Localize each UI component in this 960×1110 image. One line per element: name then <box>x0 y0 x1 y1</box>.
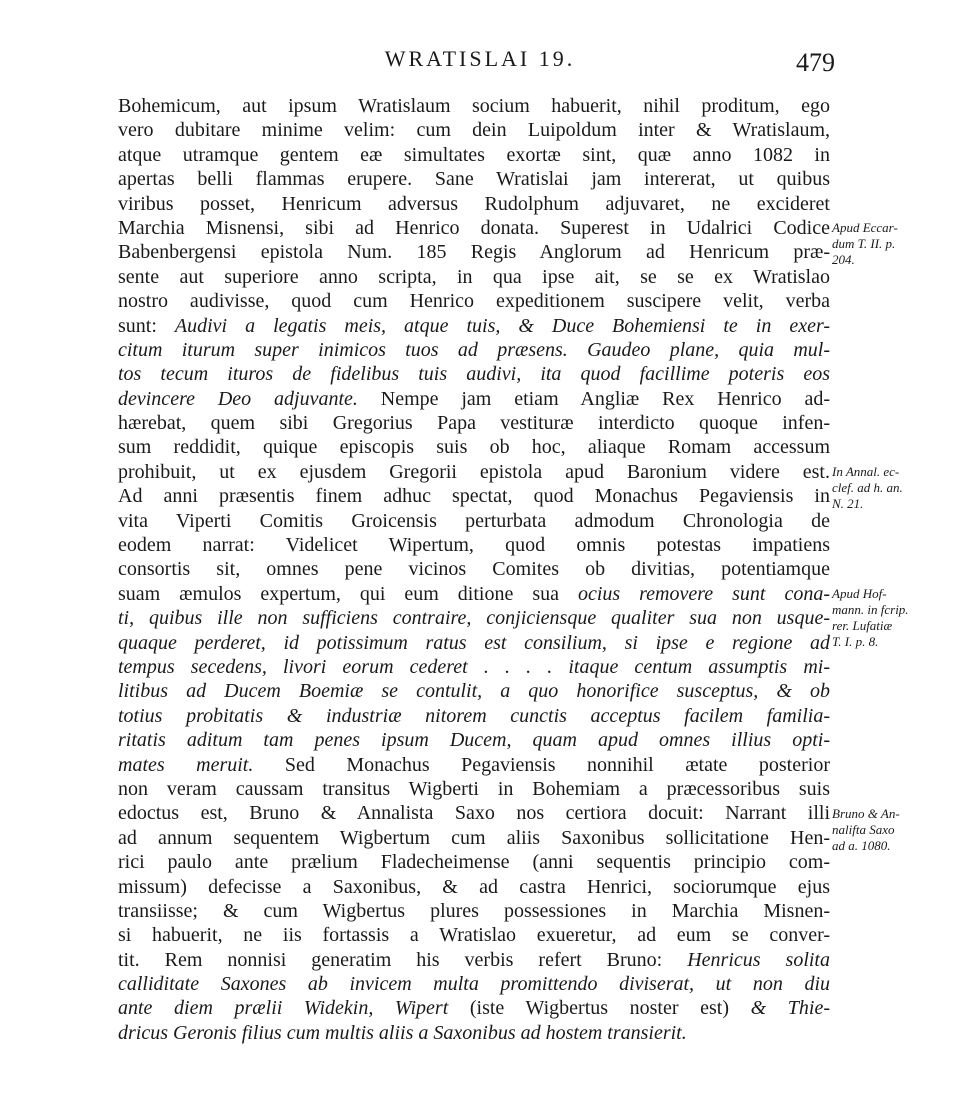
running-head: WRATISLAI 19. <box>384 46 576 71</box>
roman-text: edoctus est, Bruno & Annalista Saxo nos certiora docuit: Narrant illi <box>118 802 830 825</box>
text-line <box>118 338 830 362</box>
italic-text: dricus Geronis filius cum multis aliis a Saxonibus ad hostem transierit. <box>118 1021 687 1044</box>
text-line <box>118 1021 830 1045</box>
roman-text: hærebat, quem sibi Gregorius Papa vestituræ interdicto quoque infen- <box>118 412 830 435</box>
text-line <box>118 118 830 142</box>
text-line <box>118 948 830 972</box>
roman-text: Nempe jam etiam Angliæ Rex Henrico ad- <box>357 387 830 410</box>
text-line <box>118 435 830 459</box>
italic-text: ti, quibus ille non sufficiens contraire, conjiciensque qualiter sua non usque- <box>118 607 830 630</box>
roman-text: Sed Monachus Pegaviensis nonnihil ætate posterior <box>253 753 830 776</box>
text-line <box>118 216 830 240</box>
margin-note-line: In Annal. ec- <box>832 464 900 479</box>
text-line <box>118 557 830 581</box>
italic-text: totius probitatis & industriæ nitorem cunctis acceptus facilem familia- <box>118 704 830 727</box>
margin-note-line: 204. <box>832 252 855 267</box>
italic-text: litibus ad Ducem Boemiæ se contulit, a quo honorifice susceptus, & ob <box>118 680 830 703</box>
text-line <box>118 362 830 386</box>
italic-text: Henricus solita <box>687 948 830 971</box>
roman-text: atque utramque gentem eæ simultates exortæ sint, quæ anno 1082 in <box>118 143 830 166</box>
roman-text: vita Viperti Comitis Groicensis perturbata admodum Chronologia de <box>118 509 830 532</box>
margin-note-line: Apud Hof- <box>832 586 887 601</box>
margin-note <box>832 806 956 854</box>
roman-text: vero dubitare minime velim: cum dein Luipoldum inter & Wratislaum, <box>118 119 830 142</box>
text-line <box>118 753 830 777</box>
margin-note-line: dum T. II. p. <box>832 236 896 251</box>
text-line <box>118 728 830 752</box>
page-number: 479 <box>796 48 835 77</box>
text-line <box>118 509 830 533</box>
italic-text: tos tecum ituros de fidelibus tuis audivi, ita quod facillime poteris eos <box>118 363 830 386</box>
roman-text: suam æmulos expertum, qui eum ditione sua <box>118 582 578 605</box>
italic-text: devincere Deo adjuvante. <box>118 387 358 410</box>
margin-note-line: N. 21. <box>832 496 864 511</box>
text-line <box>118 777 830 801</box>
roman-text: ad annum sequentem Wigbertum cum aliis Saxonibus sollicitatione Hen- <box>118 826 830 849</box>
text-line <box>118 582 830 606</box>
roman-text: rici paulo ante prælium Fladecheimense (anni sequentis principio com- <box>118 851 830 874</box>
text-line <box>118 314 830 338</box>
roman-text: missum) defecisse a Saxonibus, & ad castra Henrici, sociorumque ejus <box>118 875 830 898</box>
italic-text: ocius removere sunt cona- <box>577 582 830 605</box>
text-line <box>118 826 830 850</box>
italic-text: tempus secedens, livori eorum cederet . . . . itaque centum assumptis mi- <box>118 655 830 678</box>
text-line <box>118 606 830 630</box>
text-line <box>118 996 830 1020</box>
body-text <box>118 94 830 1045</box>
text-line <box>118 972 830 996</box>
text-line <box>118 875 830 899</box>
roman-text: Marchia Misnensi, sibi ad Henrico donata. Superest in Udalrici Codice <box>118 216 830 239</box>
text-line <box>118 387 830 411</box>
italic-text: & Thie- <box>750 997 830 1020</box>
margin-note-line: rer. Lufatiæ <box>832 618 893 633</box>
roman-text: apertas belli flammas erupere. Sane Wratislai jam intererat, ut quibus <box>118 168 830 191</box>
roman-text: nostro audivisse, quod cum Henrico expeditionem suscipere velit, verba <box>118 290 830 313</box>
text-line <box>118 533 830 557</box>
text-line <box>118 94 830 118</box>
italic-text: quaque perderet, id potissimum ratus est consilium, si ipse e regione ad <box>118 631 830 654</box>
margin-note-line: clef. ad h. an. <box>832 480 903 495</box>
margin-note-line: T. I. p. 8. <box>832 634 879 649</box>
roman-text: viribus posset, Henricum adversus Rudolphum adjuvaret, ne excideret <box>118 192 830 215</box>
text-line <box>118 167 830 191</box>
italic-text: mates meruit. <box>118 753 254 776</box>
text-line <box>118 923 830 947</box>
roman-text: Babenbergensi epistola Num. 185 Regis Anglorum ad Henricum præ- <box>118 241 830 264</box>
text-line <box>118 655 830 679</box>
text-line <box>118 801 830 825</box>
text-line <box>118 460 830 484</box>
roman-text: non veram caussam transitus Wigberti in Bohemiam a præcessoribus suis <box>118 777 830 800</box>
text-line <box>118 704 830 728</box>
margin-note-line: nalifta Saxo <box>832 821 895 837</box>
text-line <box>118 265 830 289</box>
italic-text: ritatis aditum tam penes ipsum Ducem, quam apud omnes illius opti- <box>118 729 830 752</box>
roman-text: tit. Rem nonnisi generatim his verbis refert Bruno: <box>118 948 688 971</box>
roman-text: sum reddidit, quique episcopis suis ob hoc, aliaque Romam accessum <box>118 436 830 459</box>
margin-note <box>832 464 956 512</box>
text-line <box>118 240 830 264</box>
roman-text: consortis sit, omnes pene vicinos Comites ob divitias, potentiamque <box>118 558 830 581</box>
text-line <box>118 484 830 508</box>
text-line <box>118 850 830 874</box>
roman-text: si habuerit, ne iis fortassis a Wratislao exueretur, ad eum se conver- <box>118 924 830 947</box>
roman-text: sunt: <box>118 314 175 337</box>
text-line <box>118 289 830 313</box>
roman-text: sente aut superiore anno scripta, in qua ipse ait, se se ex Wratislao <box>118 265 830 288</box>
margin-note-line: Bruno & An- <box>832 805 900 821</box>
text-line <box>118 899 830 923</box>
text-line <box>118 192 830 216</box>
text-line <box>118 679 830 703</box>
margin-note <box>832 586 956 650</box>
margin-note-line: mann. in fcrip. <box>832 602 909 617</box>
text-line <box>118 143 830 167</box>
italic-text: ante diem prælii Widekin, Wipert <box>118 997 449 1020</box>
margin-note-line: ad a. 1080. <box>832 837 891 853</box>
roman-text: Bohemicum, aut ipsum Wratislaum socium habuerit, nihil proditum, ego <box>118 95 830 117</box>
margin-note <box>832 220 956 268</box>
text-line <box>118 631 830 655</box>
roman-text: transiisse; & cum Wigbertus plures possessiones in Marchia Misnen- <box>118 899 830 922</box>
roman-text: prohibuit, ut ex ejusdem Gregorii epistola apud Baronium videre est. <box>118 460 830 483</box>
italic-text: citum iturum super inimicos tuos ad præsens. Gaudeo plane, quia mul- <box>118 338 830 361</box>
roman-text: (iste Wigbertus noster est) <box>448 997 751 1020</box>
roman-text: Ad anni præsentis finem adhuc spectat, quod Monachus Pegaviensis in <box>118 485 830 508</box>
italic-text: Audivi a legatis meis, atque tuis, & Duce Bohemiensi te in exer- <box>174 314 830 337</box>
italic-text: calliditate Saxones ab invicem multa promittendo diviserat, ut non diu <box>118 973 830 996</box>
text-line <box>118 411 830 435</box>
roman-text: eodem narrat: Videlicet Wipertum, quod omnis potestas impatiens <box>118 534 830 557</box>
margin-note-line: Apud Eccar- <box>832 220 898 235</box>
